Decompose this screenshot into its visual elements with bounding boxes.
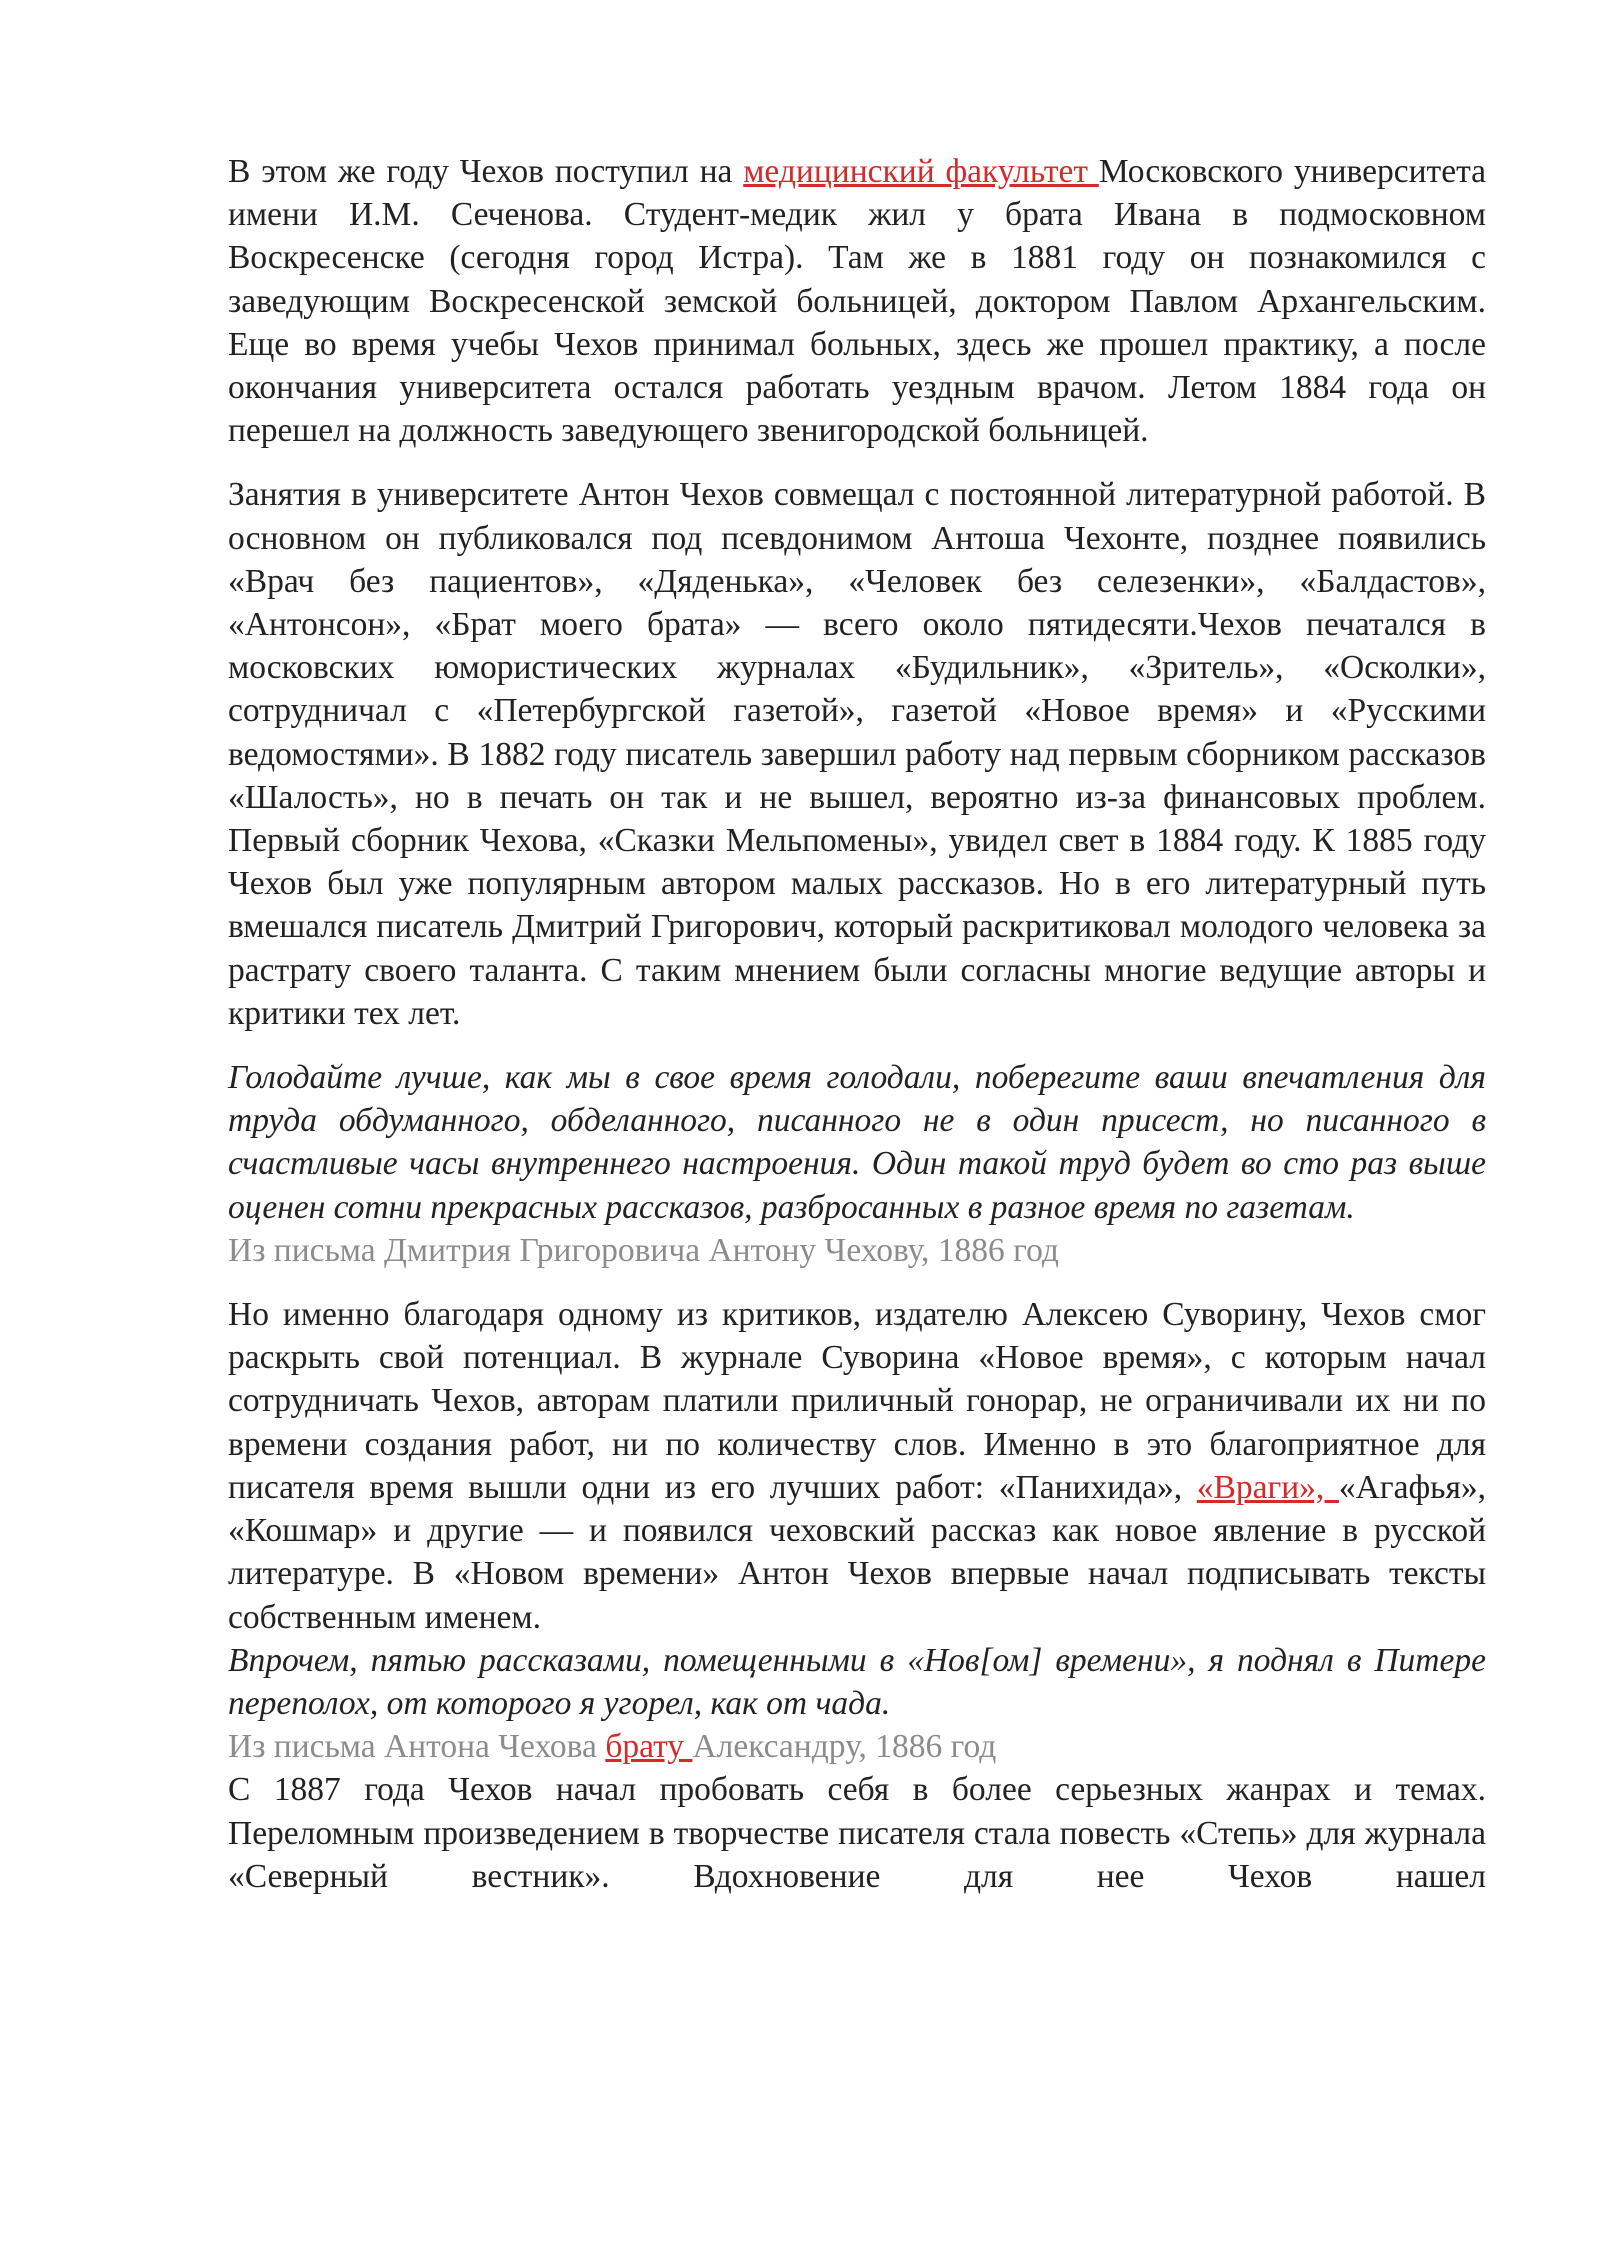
- source-lead: Из письма Антона Чехова: [228, 1728, 606, 1766]
- quote-chekhov: Впрочем, пятью рассказами, помещенными в «Нов[ом] времени», я поднял в Питере переполох, от которого я угорел, как от чада.: [228, 1641, 1486, 1722]
- quote-grigorovich-source: Из письма Дмитрия Григоровича Антону Чехову, 1886 год: [228, 1231, 1059, 1269]
- paragraph-intro: [228, 150, 1486, 452]
- paragraph-studies: Занятия в университете Антон Чехов совмещал с постоянной литературной работой. В основном он публиковался под псевдонимом Антоша Чехонте, позднее появились «Врач без пациентов», «Дяденька», «Человек без селезенки», «Балдастов», «Антонсон», «Брат моего брата» — всего около пятидесяти.Чехов печатался в московских юмористических журналах «Будильник», «Зритель», «Осколки», сотрудничал с «Петербургской газетой», газетой «Новое время» и «Русскими ведомостями». В 1882 году писатель завершил работу над первым сборником рассказов «Шалость», но в печать он так и не вышел, вероятно из-за финансовых проблем. Первый сборник Чехова, «Сказки Мельпомены», увидел свет в 1884 году. К 1885 году Чехов был уже популярным автором малых рассказов. Но в его литературный путь вмешался писатель Дмитрий Григорович, который раскритиковал молодого человека за растрату своего таланта. С таким мнением были согласны многие ведущие авторы и критики тех лет.: [228, 476, 1486, 1032]
- suvorin-rest: «Агафья», «Кошмар» и другие — и появился чеховский рассказ как новое явление в русской литературе. В «Новом времени» Антон Чехов впервые начал подписывать тексты собственным именем.: [228, 1468, 1486, 1636]
- quote-chekhov-source: [228, 1725, 1486, 1768]
- paragraph-steppe: С 1887 года Чехов начал пробовать себя в более серьезных жанрах и темах. Переломным произведением в творчестве писателя стала повесть «Степь» для журнала «Северный вестник». Вдохновение для нее Чехов нашел: [228, 1771, 1486, 1895]
- link-medical-faculty[interactable]: медицинский факультет: [743, 153, 1099, 190]
- quote-grigorovich: Голодайте лучше, как мы в свое время голодали, поберегите ваши впечатления для труда обдуманного, обделанного, писанного не в один присест, но писанного в счастливые часы внутреннего настроения. Один такой труд будет во сто раз выше оценен сотни прекрасных рассказов, разбросанных в разное время по газетам.: [228, 1059, 1486, 1226]
- intro-lead: В этом же году Чехов поступил на: [228, 153, 744, 190]
- link-bratu[interactable]: брату: [605, 1728, 693, 1766]
- intro-rest: Московского университета имени И.М. Сеченова. Студент-медик жил у брата Ивана в подмосковном Воскресенске (сегодня город Истра). Там же в 1881 году он познакомился с заведующим Воскресенской земской больницей, доктором Павлом Архангельским. Еще во время учебы Чехов принимал больных, здесь же прошел практику, а после окончания университета остался работать уездным врачом. Летом 1884 года он перешел на должность заведующего звенигородской больницей.: [228, 153, 1486, 450]
- paragraph-suvorin: [228, 1293, 1486, 1639]
- source-rest: Александру, 1886 год: [692, 1728, 997, 1766]
- document-page: [228, 150, 1486, 1898]
- link-vragi[interactable]: «Враги»,: [1196, 1468, 1339, 1506]
- suvorin-lead: Но именно благодаря одному из критиков, издателю Алексею Суворину, Чехов смог раскрыть свой потенциал. В журнале Суворина «Новое время», с которым начал сотрудничать Чехов, авторам платили приличный гонорар, не ограничивали их ни по времени создания работ, ни по количеству слов. Именно в это благоприятное для писателя время вышли одни из его лучших работ: «Панихида»,: [228, 1296, 1486, 1506]
